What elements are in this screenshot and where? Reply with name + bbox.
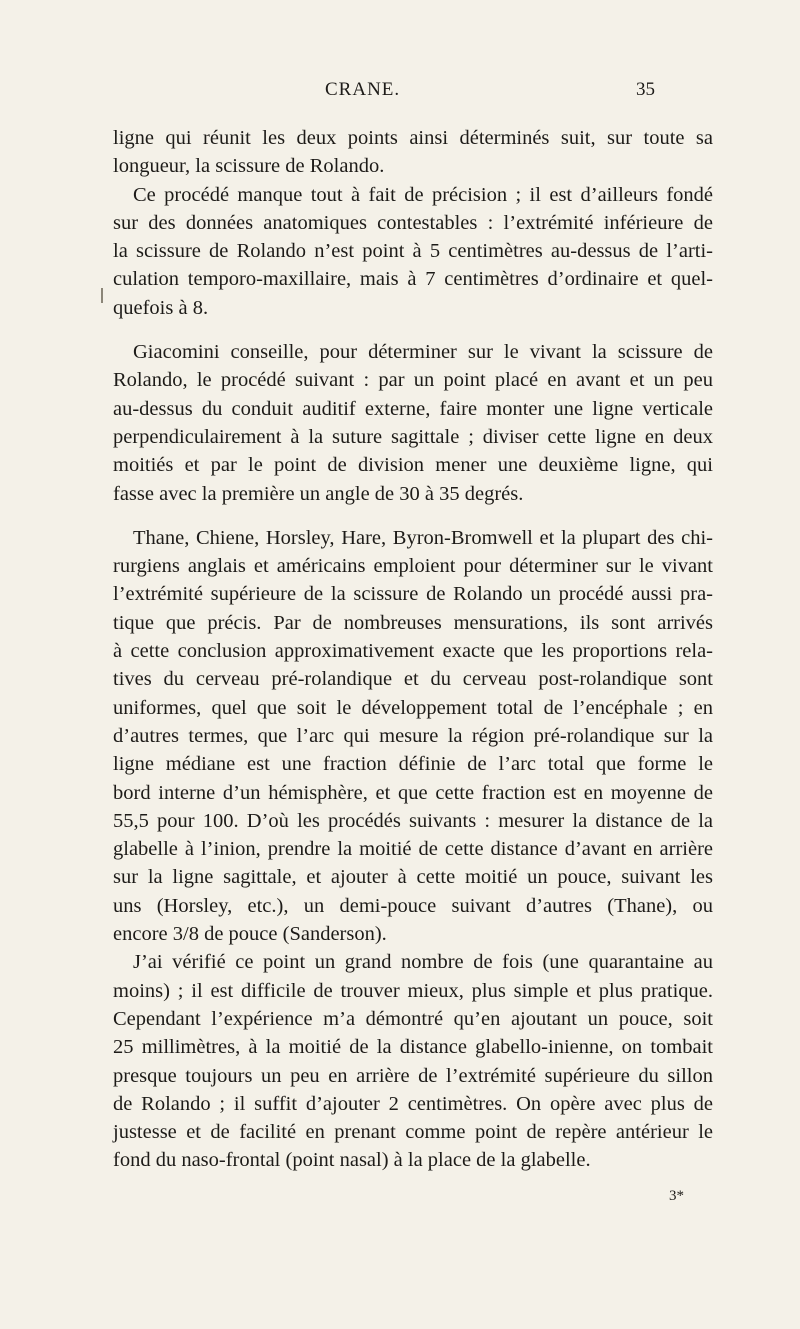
text-line: bord interne d’un hémisphère, et que cette fraction est en moyenne de — [113, 781, 713, 804]
text-line: tique que précis. Par de nombreuses mensurations, ils sont arrivés — [113, 611, 713, 634]
page-number: 35 — [636, 79, 655, 100]
signature-mark: 3* — [669, 1188, 684, 1204]
text-line: uns (Horsley, etc.), un demi-pouce suivant d’autres (Thane), ou — [113, 894, 713, 917]
paragraph-2 — [113, 181, 713, 322]
text-line: glabelle à l’inion, prendre la moitié de cette distance d’avant en arrière — [113, 838, 713, 861]
text-line: Cependant l’expérience m’a démontré qu’en ajoutant un pouce, soit — [113, 1007, 713, 1030]
text-line: ligne médiane est une fraction définie de l’arc total que forme le — [113, 753, 713, 776]
running-title: CRANE. — [325, 79, 401, 100]
text-line: J’ai vérifié ce point un grand nombre de fois (une quarantaine au — [133, 951, 713, 974]
text-line: à cette conclusion approximativement exacte que les proportions rela- — [113, 640, 713, 663]
text-line: encore 3/8 de pouce (Sanderson). — [113, 923, 387, 946]
text-line: quefois à 8. — [113, 296, 209, 319]
text-line: culation temporo-maxillaire, mais à 7 centimètres d’ordinaire et quel- — [113, 268, 713, 291]
text-line: 55,5 pour 100. D’où les procédés suivants : mesurer la distance de la — [113, 809, 713, 832]
text-line: moitiés et par le point de division mener une deuxième ligne, qui — [113, 454, 713, 477]
text-line: uniformes, quel que soit le développement total de l’encéphale ; en — [113, 696, 713, 719]
text-line: 25 millimètres, à la moitié de la distance glabello-inienne, on tombait — [113, 1036, 713, 1059]
text-line: tives du cerveau pré-rolandique et du cerveau post-rolandique sont — [113, 668, 713, 691]
paragraph-5 — [113, 948, 713, 1174]
paragraph-3 — [113, 338, 713, 508]
running-head — [0, 79, 800, 109]
paragraph-4 — [113, 524, 713, 948]
text-line: presque toujours un peu en arrière de l’extrémité supérieure du sillon — [113, 1064, 713, 1087]
text-line: la scissure de Rolando n’est point à 5 centimètres au-dessus de l’arti- — [113, 240, 713, 263]
text-line: longueur, la scissure de Rolando. — [113, 155, 385, 178]
text-line: perpendiculairement à la suture sagittale ; diviser cette ligne en deux — [113, 425, 713, 448]
text-line: Rolando, le procédé suivant : par un point placé en avant et un peu — [113, 369, 713, 392]
text-line: justesse et de facilité en prenant comme point de repère antérieur le — [113, 1121, 713, 1144]
body-text — [113, 124, 713, 1175]
text-line: Thane, Chiene, Horsley, Hare, Byron-Bromwell et la plupart des chi- — [133, 526, 713, 549]
margin-mark — [101, 288, 103, 303]
text-line: d’autres termes, que l’arc qui mesure la région pré-rolandique sur la — [113, 724, 713, 747]
text-line: ligne qui réunit les deux points ainsi déterminés suit, sur toute sa — [113, 127, 713, 149]
text-line: au-dessus du conduit auditif externe, faire monter une ligne verticale — [113, 397, 713, 420]
text-line: Ce procédé manque tout à fait de précision ; il est d’ailleurs fondé — [133, 183, 713, 206]
text-line: sur la ligne sagittale, et ajouter à cette moitié un pouce, suivant les — [113, 866, 713, 889]
text-line: moins) ; il est difficile de trouver mieux, plus simple et plus pratique. — [113, 979, 713, 1002]
text-line: fond du naso-frontal (point nasal) à la place de la glabelle. — [113, 1149, 591, 1172]
text-line: sur des données anatomiques contestables : l’extrémité inférieure de — [113, 211, 713, 234]
text-line: de Rolando ; il suffit d’ajouter 2 centimètres. On opère avec plus de — [113, 1092, 713, 1115]
paragraph-1 — [113, 124, 713, 181]
text-line: rurgiens anglais et américains emploient pour déterminer sur le vivant — [113, 555, 713, 578]
text-line: fasse avec la première un angle de 30 à 35 degrés. — [113, 482, 524, 505]
text-line: Giacomini conseille, pour déterminer sur le vivant la scissure de — [133, 341, 713, 364]
text-line: l’extrémité supérieure de la scissure de Rolando un procédé aussi pra- — [113, 583, 713, 606]
